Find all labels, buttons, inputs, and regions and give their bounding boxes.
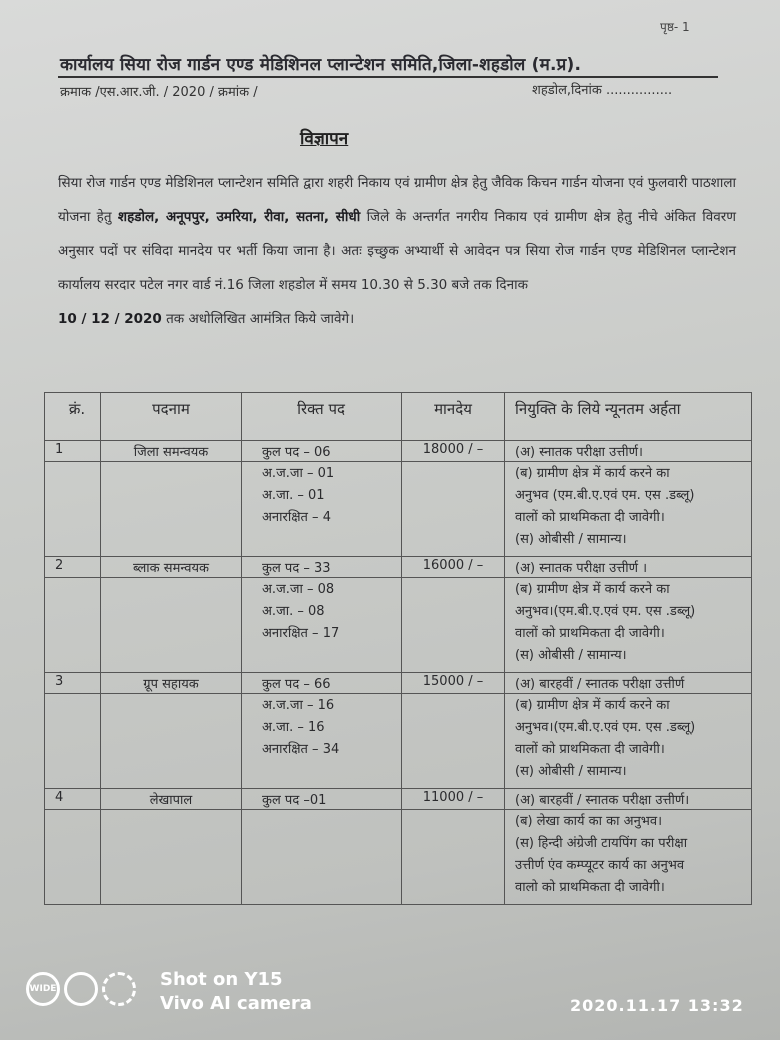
row-pay-empty (402, 810, 505, 905)
qualification-line: अनुभव।(एम.बी.ए.एवं एम. एस .डब्लू) (515, 720, 696, 735)
qualification-line: उत्तीर्ण एंव कम्प्यूटर कार्य का अनुभव (515, 858, 685, 873)
header-sn: क्रं. (45, 393, 101, 441)
qualification-line: (स) ओबीसी / सामान्य। (515, 648, 627, 663)
posts-table (44, 392, 752, 905)
camera-line-2: Vivo AI camera (160, 993, 312, 1014)
table-row (45, 557, 752, 578)
qualification-line: (स) ओबीसी / सामान्य। (515, 532, 627, 547)
qualification-line: वालों को प्राथमिकता दी जावेगी। (515, 626, 665, 641)
row-qualification-first: (अ) स्नातक परीक्षा उत्तीर्ण । (505, 557, 752, 578)
notice-para-1: सिया रोज गार्डन एण्ड मेडिशिनल प्लान्टेशन समिति द्वारा शहरी निकाय एवं ग्रामीण क्षेत्र हेतु जैविक किचन गार्डन योजना एवं फुलवारी पाठशाला योजना हेतु (58, 175, 736, 225)
qualification-line: (स) हिन्दी अंग्रेजी टायपिंग का परीक्षा (515, 836, 688, 851)
vacancy-line: अ.जा. – 01 (262, 488, 325, 503)
notice-body (58, 166, 736, 336)
row-sn: 3 (45, 673, 101, 694)
qualification-line: अनुभव (एम.बी.ए.एवं एम. एस .डब्लू) (515, 488, 695, 503)
table-row (45, 789, 752, 810)
row-vacancy-breakdown (242, 694, 402, 789)
row-post-name: लेखापाल (101, 789, 242, 810)
title-underline (58, 76, 718, 78)
qualification-line: (ब) लेखा कार्य का का अनुभव। (515, 814, 663, 829)
qualification-line: (स) ओबीसी / सामान्य। (515, 764, 627, 779)
row-post-name: ब्लाक समन्वयक (101, 557, 242, 578)
row-honorarium: 15000 / – (402, 673, 505, 694)
row-vacancy-breakdown (242, 462, 402, 557)
vacancy-line: अनारक्षित – 34 (262, 742, 340, 757)
vacancy-line: अनारक्षित – 17 (262, 626, 340, 641)
row-qualification-first: (अ) बारहवीं / स्नातक परीक्षा उत्तीर्ण (505, 673, 752, 694)
row-pay-empty (402, 578, 505, 673)
qualification-line: वालों को प्राथमिकता दी जावेगी। (515, 510, 665, 525)
office-title: कार्यालय सिया रोज गार्डन एण्ड मेडिशिनल प्लान्टेशन समिति,जिला-शहडोल (म.प्र). (60, 55, 582, 75)
row-sn: 4 (45, 789, 101, 810)
row-vacancy-breakdown (242, 810, 402, 905)
row-name-empty (101, 694, 242, 789)
row-name-empty (101, 462, 242, 557)
vacancy-line: अ.ज.जा – 01 (262, 466, 335, 481)
header-honorarium: मानदेय (402, 393, 505, 441)
table-row-detail (45, 694, 752, 789)
row-qualification-first: (अ) बारहवीं / स्नातक परीक्षा उत्तीर्ण। (505, 789, 752, 810)
row-pay-empty (402, 462, 505, 557)
header-qualification: नियुक्ति के लिये न्यूनतम अर्हता (505, 393, 752, 441)
notice-districts: शहडोल, अनूपपुर, उमरिया, रीवा, सतना, सीधी (117, 209, 361, 225)
vacancy-line: अ.ज.जा – 08 (262, 582, 335, 597)
qualification-line: अनुभव।(एम.बी.ए.एवं एम. एस .डब्लू) (515, 604, 696, 619)
qualification-line: (ब) ग्रामीण क्षेत्र में कार्य करने का (515, 466, 670, 481)
table-row-detail (45, 810, 752, 905)
row-honorarium: 16000 / – (402, 557, 505, 578)
qualification-line: (ब) ग्रामीण क्षेत्र में कार्य करने का (515, 698, 670, 713)
notice-para-3: तक अधोलिखित आमंत्रित किये जावेगे। (166, 311, 355, 327)
row-sn: 2 (45, 557, 101, 578)
row-pay-empty (402, 694, 505, 789)
notice-last-date: 10 / 12 / 2020 (58, 311, 162, 327)
row-qualification-rest (505, 694, 752, 789)
table-header-row (45, 393, 752, 441)
vacancy-line: अनारक्षित – 4 (262, 510, 331, 525)
vacancy-line: अ.ज.जा – 16 (262, 698, 335, 713)
table-row (45, 441, 752, 462)
row-total-posts: कुल पद – 66 (242, 673, 402, 694)
row-sn-empty (45, 578, 101, 673)
row-qualification-rest (505, 578, 752, 673)
row-total-posts: कुल पद –01 (242, 789, 402, 810)
reference-number: क्रमाक /एस.आर.जी. / 2020 / क्रमांक / (60, 85, 258, 100)
table-row (45, 673, 752, 694)
row-total-posts: कुल पद – 06 (242, 441, 402, 462)
camera-watermark (160, 968, 312, 1016)
page-number: पृष्ठ- 1 (660, 20, 690, 34)
camera-line-1: Shot on Y15 (160, 969, 283, 990)
row-qualification-rest (505, 810, 752, 905)
row-name-empty (101, 810, 242, 905)
header-vacancies: रिक्त पद (242, 393, 402, 441)
row-name-empty (101, 578, 242, 673)
vacancy-line: अ.जा. – 08 (262, 604, 325, 619)
header-post-name: पदनाम (101, 393, 242, 441)
table-row-detail (45, 578, 752, 673)
row-vacancy-breakdown (242, 578, 402, 673)
row-sn-empty (45, 694, 101, 789)
qualification-line: वालो को प्राथमिकता दी जावेगी। (515, 880, 665, 895)
row-qualification-first: (अ) स्नातक परीक्षा उत्तीर्ण। (505, 441, 752, 462)
row-post-name: जिला समन्वयक (101, 441, 242, 462)
ring-icon (64, 972, 98, 1006)
row-total-posts: कुल पद – 33 (242, 557, 402, 578)
wide-badge-icon: WIDE (26, 972, 60, 1006)
qualification-line: (ब) ग्रामीण क्षेत्र में कार्य करने का (515, 582, 670, 597)
row-qualification-rest (505, 462, 752, 557)
vacancy-line: अ.जा. – 16 (262, 720, 325, 735)
row-sn-empty (45, 810, 101, 905)
photo-timestamp: 2020.11.17 13:32 (570, 996, 744, 1015)
date-line: शहडोल,दिनांक ................ (532, 83, 673, 98)
qualification-line: वालों को प्राथमिकता दी जावेगी। (515, 742, 665, 757)
row-post-name: ग्रूप सहायक (101, 673, 242, 694)
row-sn-empty (45, 462, 101, 557)
row-honorarium: 11000 / – (402, 789, 505, 810)
table-row-detail (45, 462, 752, 557)
notice-heading: विज्ञापन (300, 129, 349, 149)
row-sn: 1 (45, 441, 101, 462)
row-honorarium: 18000 / – (402, 441, 505, 462)
dashed-ring-icon (102, 972, 136, 1006)
camera-logo (26, 972, 136, 1006)
notice-para-2: जिले के अन्तर्गत नगरीय निकाय एवं ग्रामीण क्षेत्र हेतु नीचे अंकित विवरण अनुसार पदों पर संविदा मानदेय पर भर्ती किया जाना है। अतः इच्छुक अभ्यार्थी से आवेदन पत्र सिया रोज गार्डन एण्ड मेडिशिनल प्लान्टेशन कार्यालय सरदार पटेल नगर वार्ड नं.16 जिला शहडोल में समय 10.30 से 5.30 बजे तक दिनाक (58, 209, 737, 293)
table-body (45, 441, 752, 905)
